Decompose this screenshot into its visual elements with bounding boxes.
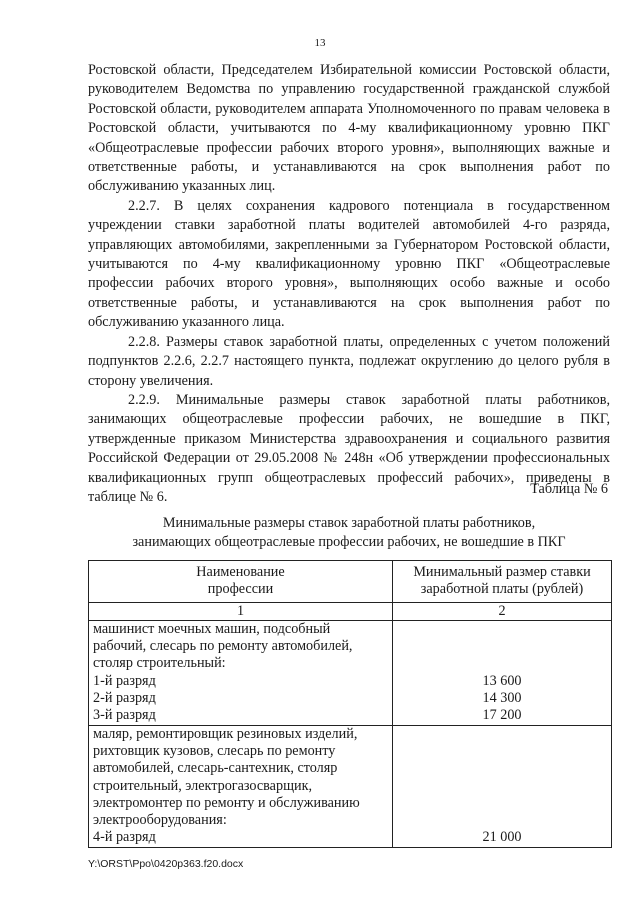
footer-file-path: Y:\ORST\Ppo\0420p363.f20.docx — [88, 858, 244, 870]
paragraph-2-2-8: 2.2.8. Размеры ставок заработной платы, определенных с учетом положений подпунктов 2.2.6, 2.2.7 настоящего пункта, подлежат округлению до целого рубля в сторону увеличения. — [88, 333, 610, 389]
group-1-desc-line: машинист моечных машин, подсобный — [93, 620, 331, 637]
body-text — [88, 61, 610, 507]
column-number-2: 2 — [393, 602, 612, 620]
wage-value: 17 200 — [482, 707, 522, 724]
group-2-profession-cell — [89, 725, 393, 847]
header-profession — [89, 561, 393, 603]
wage-table — [88, 560, 612, 848]
table-row-group-2 — [89, 725, 612, 847]
group-1-profession-cell — [89, 620, 393, 725]
group-1-wage-cell — [393, 620, 612, 725]
grade-label: 4-й разряд — [93, 829, 156, 846]
paragraph-2-2-9: 2.2.9. Минимальные размеры ставок заработной платы работников, занимающих общеотраслевые профессии рабочих, не вошедшие в ПКГ, утвержденные приказом Министерства здравоохранения и социального развития Российской Федерации от 29.05.2008 № 248н «Об утверждении профессиональных квалификационных групп общеотраслевых профессий рабочих», приведены в таблице № 6. — [88, 391, 610, 505]
group-2-desc-line: маляр, ремонтировщик резиновых изделий, — [93, 725, 358, 742]
header-wage-line-1: Минимальный размер ставки — [413, 564, 591, 580]
group-2-desc-line: рихтовщик кузовов, слесарь по ремонту — [93, 742, 336, 759]
group-2-desc-line: автомобилей, слесарь-сантехник, столяр — [93, 760, 338, 777]
table-header-row — [89, 561, 612, 603]
wage-value: 21 000 — [482, 829, 522, 846]
table-title — [88, 514, 610, 552]
group-2-wage-cell — [393, 725, 612, 847]
table-title-line-1: Минимальные размеры ставок заработной платы работников, — [162, 515, 536, 531]
header-wage — [393, 561, 612, 603]
group-1-desc-line: столяр строительный: — [93, 655, 226, 672]
header-wage-line-2: заработной платы (рублей) — [420, 581, 584, 598]
page-number: 13 — [314, 37, 326, 49]
wage-value: 14 300 — [482, 690, 522, 707]
column-number-row — [89, 602, 612, 620]
grade-label: 3-й разряд — [93, 707, 156, 724]
group-1-desc-line: рабочий, слесарь по ремонту автомобилей, — [93, 638, 353, 655]
table-label: Таблица № 6 — [530, 481, 608, 497]
header-profession-line-2: профессии — [207, 581, 274, 598]
paragraph-2-2-7: 2.2.7. В целях сохранения кадрового потенциала в государственном учреждении ставки заработной платы водителей автомобилей 4-го разряда, управляющих автомобилями, закрепленными за Губернатором Ростовской области, учитываются по 4-му квалификационному уровню ПКГ «Общеотраслевые профессии рабочих второго уровня», выполняющих особо важные и особо ответственные работы, и устанавливаются на срок выполнения работ по обслуживанию указанного лица. — [88, 197, 610, 331]
group-2-desc-line: электрооборудования: — [93, 812, 227, 829]
paragraph-continuation: Ростовской области, Председателем Избирательной комиссии Ростовской области, руководителем Ведомства по управлению государственной гражданской службой Ростовской области, руководителем аппарата Уполномоченного по правам человека в Ростовской области, учитываются по 4-му квалификационному уровню ПКГ «Общеотраслевые профессии рабочих второго уровня», выполняющих важные и ответственные работы, и устанавливаются на срок выполнения работ по обслуживанию указанных лиц. — [88, 62, 610, 195]
group-2-desc-line: строительный, электрогазосварщик, — [93, 777, 313, 794]
table-title-line-2: занимающих общеотраслевые профессии рабочих, не вошедшие в ПКГ — [132, 534, 566, 550]
header-profession-line-1: Наименование — [196, 564, 285, 580]
wage-value: 13 600 — [482, 672, 522, 689]
group-2-desc-line: электромонтер по ремонту и обслуживанию — [93, 794, 360, 811]
grade-label: 1-й разряд — [93, 672, 156, 689]
table-row-group-1 — [89, 620, 612, 725]
column-number-1: 1 — [89, 602, 393, 620]
grade-label: 2-й разряд — [93, 690, 156, 707]
